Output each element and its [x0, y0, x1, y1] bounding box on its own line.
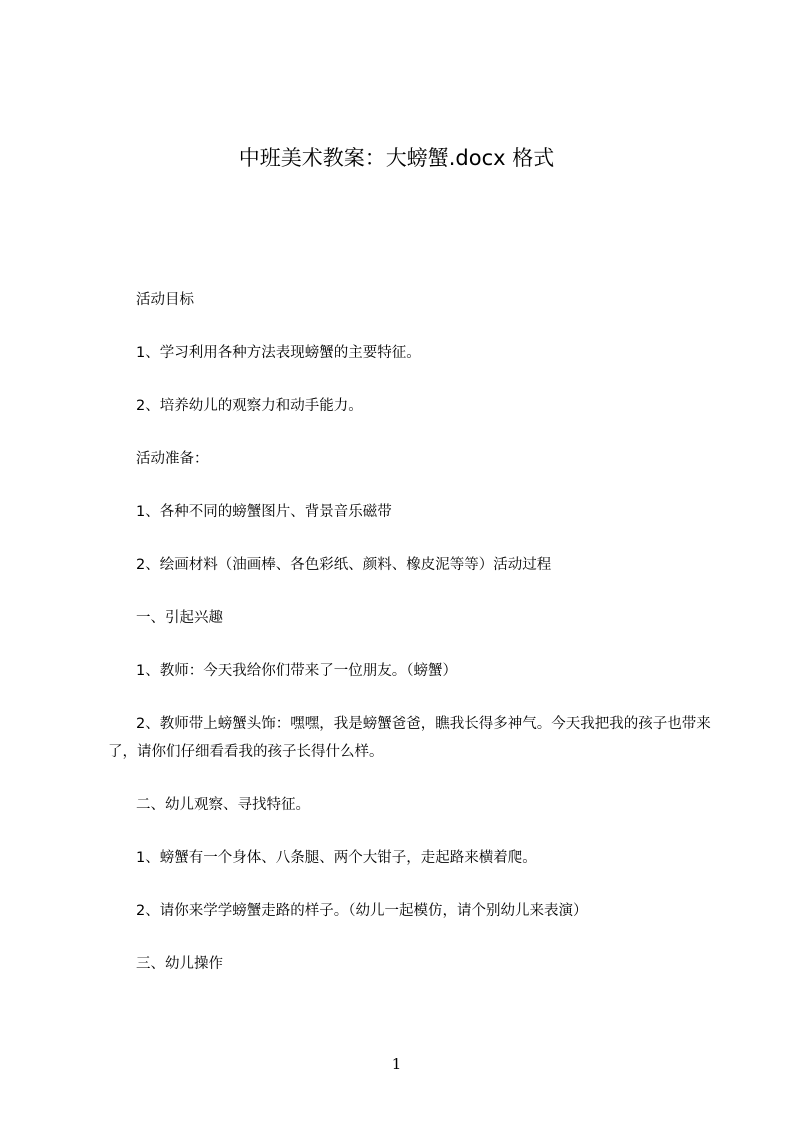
- page-number: 1: [391, 1055, 402, 1073]
- paragraph: 1、学习利用各种方法表现螃蟹的主要特征。: [136, 345, 421, 361]
- paragraph: 2、绘画材料（油画棒、各色彩纸、颜料、橡皮泥等等）活动过程: [136, 557, 552, 573]
- paragraph: 1、螃蟹有一个身体、八条腿、两个大钳子，走起路来横着爬。: [136, 850, 537, 866]
- paragraph: 2、培养幼儿的观察力和动手能力。: [136, 398, 363, 414]
- document-body: [108, 286, 718, 1003]
- paragraph: 1、教师：今天我给你们带来了一位朋友。（螃蟹）: [136, 663, 457, 679]
- section-heading-2: 二、幼儿观察、寻找特征。: [136, 797, 310, 813]
- document-title: 中班美术教案：大螃蟹.docx 格式: [238, 146, 555, 170]
- section-heading-1: 一、引起兴趣: [136, 610, 223, 626]
- heading-activity-preparation: 活动准备：: [136, 451, 209, 467]
- heading-activity-goals: 活动目标: [136, 292, 194, 308]
- paragraph: 1、各种不同的螃蟹图片、背景音乐磁带: [136, 504, 392, 520]
- paragraph: 2、教师带上螃蟹头饰：嘿嘿，我是螃蟹爸爸，瞧我长得多神气。今天我把我的孩子也带来了，请你们仔细看看我的孩子长得什么样。: [108, 716, 711, 760]
- paragraph: 2、请你来学学螃蟹走路的样子。（幼儿一起模仿，请个别幼儿来表演）: [136, 903, 588, 919]
- section-heading-3: 三、幼儿操作: [136, 956, 223, 972]
